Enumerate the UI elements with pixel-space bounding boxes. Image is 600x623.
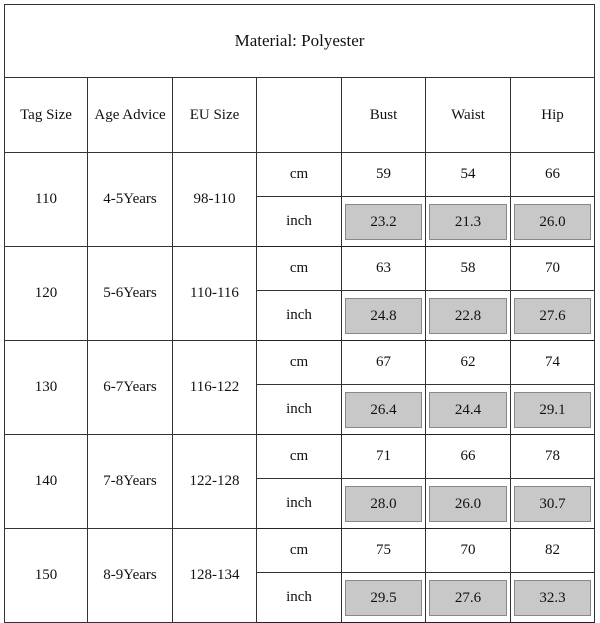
- eu-size-cell: 122-128: [173, 435, 257, 529]
- hip-cm-cell: 66: [511, 153, 595, 197]
- tag-size-cell: 140: [5, 435, 88, 529]
- age-advice-cell: 7-8Years: [88, 435, 173, 529]
- inch-value: 23.2: [345, 204, 422, 240]
- age-advice-cell: 4-5Years: [88, 153, 173, 247]
- unit-cm-cell: cm: [257, 153, 342, 197]
- hip-inch-cell: [511, 197, 595, 247]
- hip-cm-cell: 74: [511, 341, 595, 385]
- bust-inch-cell: [342, 479, 426, 529]
- table-row: [5, 153, 595, 197]
- waist-cm-cell: 62: [426, 341, 511, 385]
- age-advice-cell: 6-7Years: [88, 341, 173, 435]
- inch-value: 26.0: [514, 204, 591, 240]
- hip-cm-cell: 70: [511, 247, 595, 291]
- inch-value: 29.5: [345, 580, 422, 616]
- hip-inch-cell: [511, 479, 595, 529]
- inch-value: 27.6: [514, 298, 591, 334]
- bust-cm-cell: 75: [342, 529, 426, 573]
- inch-value: 24.8: [345, 298, 422, 334]
- table-row: [5, 247, 595, 291]
- unit-cm-cell: cm: [257, 247, 342, 291]
- tag-size-cell: 120: [5, 247, 88, 341]
- unit-inch-cell: inch: [257, 197, 342, 247]
- bust-inch-cell: [342, 573, 426, 623]
- unit-cm-cell: cm: [257, 341, 342, 385]
- eu-size-cell: 116-122: [173, 341, 257, 435]
- tag-size-cell: 110: [5, 153, 88, 247]
- inch-value: 28.0: [345, 486, 422, 522]
- bust-cm-cell: 67: [342, 341, 426, 385]
- hip-inch-cell: [511, 573, 595, 623]
- header-tag-size: Tag Size: [5, 78, 88, 153]
- waist-cm-cell: 70: [426, 529, 511, 573]
- waist-inch-cell: [426, 197, 511, 247]
- hip-inch-cell: [511, 291, 595, 341]
- age-advice-cell: 8-9Years: [88, 529, 173, 623]
- table-row: [5, 529, 595, 573]
- inch-value: 22.8: [429, 298, 507, 334]
- inch-value: 26.4: [345, 392, 422, 428]
- table-row: [5, 435, 595, 479]
- header-bust: Bust: [342, 78, 426, 153]
- bust-cm-cell: 63: [342, 247, 426, 291]
- inch-value: 32.3: [514, 580, 591, 616]
- eu-size-cell: 110-116: [173, 247, 257, 341]
- inch-value: 29.1: [514, 392, 591, 428]
- table-title: Material: Polyester: [5, 5, 595, 78]
- hip-inch-cell: [511, 385, 595, 435]
- bust-inch-cell: [342, 385, 426, 435]
- bust-cm-cell: 59: [342, 153, 426, 197]
- unit-inch-cell: inch: [257, 479, 342, 529]
- waist-inch-cell: [426, 479, 511, 529]
- waist-cm-cell: 58: [426, 247, 511, 291]
- tag-size-cell: 150: [5, 529, 88, 623]
- bust-inch-cell: [342, 291, 426, 341]
- header-waist: Waist: [426, 78, 511, 153]
- bust-inch-cell: [342, 197, 426, 247]
- bust-cm-cell: 71: [342, 435, 426, 479]
- header-unit: [257, 78, 342, 153]
- unit-inch-cell: inch: [257, 291, 342, 341]
- hip-cm-cell: 78: [511, 435, 595, 479]
- unit-cm-cell: cm: [257, 435, 342, 479]
- header-hip: Hip: [511, 78, 595, 153]
- inch-value: 24.4: [429, 392, 507, 428]
- eu-size-cell: 98-110: [173, 153, 257, 247]
- size-chart: [4, 4, 594, 606]
- header-age-advice: Age Advice: [88, 78, 173, 153]
- waist-inch-cell: [426, 291, 511, 341]
- header-eu-size: EU Size: [173, 78, 257, 153]
- eu-size-cell: 128-134: [173, 529, 257, 623]
- size-table: [4, 4, 595, 623]
- table-row: [5, 341, 595, 385]
- waist-cm-cell: 54: [426, 153, 511, 197]
- unit-inch-cell: inch: [257, 385, 342, 435]
- waist-inch-cell: [426, 573, 511, 623]
- inch-value: 27.6: [429, 580, 507, 616]
- waist-cm-cell: 66: [426, 435, 511, 479]
- inch-value: 21.3: [429, 204, 507, 240]
- inch-value: 26.0: [429, 486, 507, 522]
- inch-value: 30.7: [514, 486, 591, 522]
- unit-inch-cell: inch: [257, 573, 342, 623]
- unit-cm-cell: cm: [257, 529, 342, 573]
- tag-size-cell: 130: [5, 341, 88, 435]
- header-row: [5, 78, 595, 153]
- age-advice-cell: 5-6Years: [88, 247, 173, 341]
- hip-cm-cell: 82: [511, 529, 595, 573]
- waist-inch-cell: [426, 385, 511, 435]
